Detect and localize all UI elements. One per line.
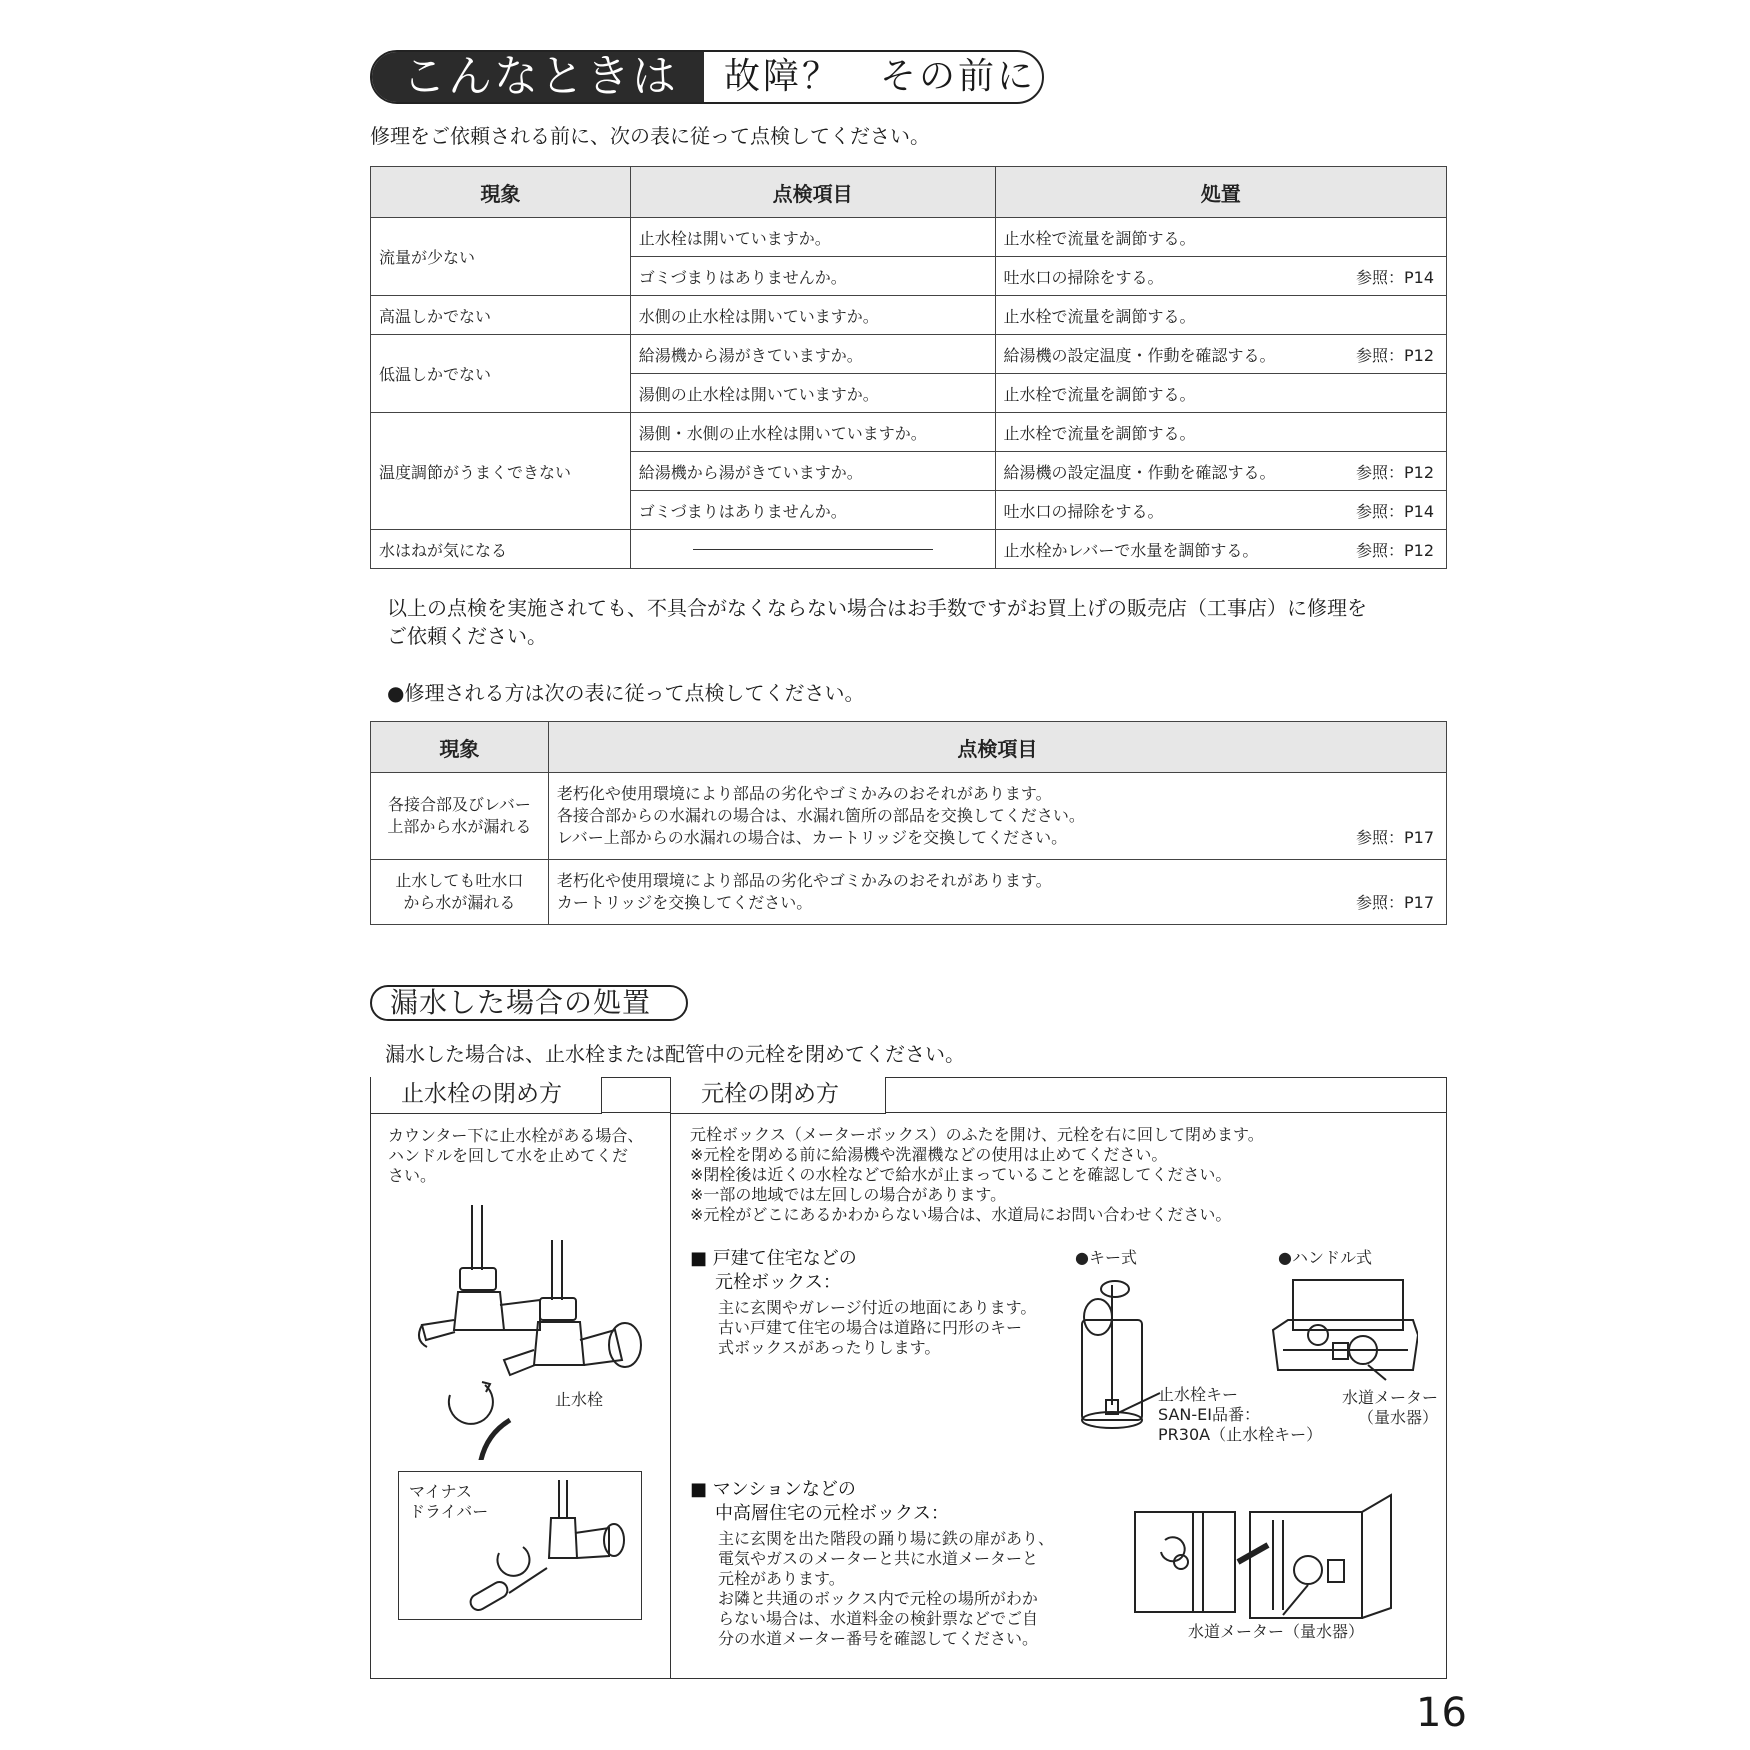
action-cell (995, 413, 1446, 452)
action-cell (995, 335, 1446, 374)
mansion-heading-line: ■ マンションなどの (690, 1479, 856, 1500)
box-divider (670, 1077, 671, 1679)
handle-box-illustration (1268, 1275, 1418, 1385)
action-text: 止水栓かレバーで水量を調節する。 (1003, 540, 1259, 560)
symptom-cell: 温度調節がうまくできない (371, 413, 631, 530)
table-row (371, 860, 1447, 925)
check-cell: 水側の止水栓は開いていますか。 (630, 296, 995, 335)
key-type-label: ●キー式 (1075, 1248, 1137, 1267)
meter-label (1318, 1388, 1438, 1428)
mansion-text-line: お隣と共通のボックス内で元栓の場所がわか (718, 1589, 1038, 1608)
symptom-cell: 流量が少ない (371, 218, 631, 296)
check-line-text: カートリッジを交換してください。 (556, 893, 813, 912)
main-valve-instructions (690, 1125, 1264, 1225)
table-row (371, 296, 1447, 335)
stop-valve-illustration (400, 1200, 660, 1460)
banner-title: こんなときは (372, 52, 704, 102)
mansion-heading-line: 中高層住宅の元栓ボックス： (715, 1503, 949, 1524)
table-row (371, 335, 1447, 374)
table-row (371, 413, 1447, 452)
page-reference: 参照：P12 (1355, 462, 1434, 482)
mansion-meter-box-illustration (1133, 1490, 1395, 1620)
instruction-line: ※元栓を閉める前に給湯機や洗濯機などの使用は止めてください。 (690, 1145, 1168, 1164)
mansion-text-line: 分の水道メーター番号を確認してください。 (718, 1629, 1039, 1648)
action-cell (995, 491, 1446, 530)
action-cell (995, 374, 1446, 413)
header-symptom: 現象 (371, 167, 631, 218)
header-action: 処置 (995, 167, 1446, 218)
symptom-cell (371, 773, 549, 860)
repair-note-line: 以上の点検を実施されても、不具合がなくならない場合はお手数ですがお買上げの販売店（工事店）に修理を (387, 596, 1367, 620)
page-reference: 参照：P12 (1355, 345, 1434, 365)
symptom-cell: 水はねが気になる (371, 530, 631, 569)
mansion-text (718, 1529, 1054, 1649)
tab-underline (602, 1112, 670, 1113)
instruction-line: ※一部の地域では左回しの場合があります。 (690, 1185, 1007, 1204)
table-row (371, 773, 1447, 860)
repair-note-line: ご依頼ください。 (387, 624, 547, 648)
check-cell: 湯側の止水栓は開いていますか。 (630, 374, 995, 413)
screwdriver-label-line: マイナス (409, 1482, 473, 1501)
mansion-text-line: 電気やガスのメーターと共に水道メーターと (718, 1549, 1039, 1568)
tab-main-valve: 元栓の閉め方 (670, 1077, 886, 1114)
symptom-line: 各接合部及びレバー (387, 795, 531, 814)
mansion-heading (690, 1478, 949, 1526)
table-header-row (371, 167, 1447, 218)
valve-label: 止水栓 (555, 1392, 604, 1409)
tab-underline (886, 1112, 1447, 1113)
stop-valve-instructions (388, 1126, 643, 1186)
page-reference: 参照：P12 (1355, 540, 1434, 560)
check-cell: 給湯機から湯がきていますか。 (630, 335, 995, 374)
mansion-text-line: 元栓があります。 (718, 1569, 845, 1588)
key-label (1158, 1385, 1322, 1445)
table-row (371, 218, 1447, 257)
action-text: 止水栓で流量を調節する。 (1003, 306, 1196, 326)
symptom-cell: 低温しかでない (371, 335, 631, 413)
house-text-line: 古い戸建て住宅の場合は道路に円形のキー (718, 1318, 1023, 1337)
leak-section-title: 漏水した場合の処置 (370, 985, 688, 1021)
repairer-table (370, 721, 1447, 925)
check-line: 老朽化や使用環境により部品の劣化やゴミかみのおそれがあります。 (556, 784, 1052, 803)
check-cell: 止水栓は開いていますか。 (630, 218, 995, 257)
action-text: 給湯機の設定温度・作動を確認する。 (1003, 462, 1276, 482)
mansion-meter-label: 水道メーター（量水器） (1188, 1622, 1365, 1641)
symptom-cell (371, 860, 549, 925)
symptom-cell: 高温しかでない (371, 296, 631, 335)
instruction-line: カウンター下に止水栓がある場合、 (388, 1126, 644, 1145)
meter-label-line: 水道メーター (1342, 1388, 1439, 1407)
action-text: 止水栓で流量を調節する。 (1003, 228, 1196, 248)
mansion-text-line: らない場合は、水道料金の検針票などでご自 (718, 1609, 1039, 1628)
troubleshoot-table (370, 166, 1447, 569)
action-text: 給湯機の設定温度・作動を確認する。 (1003, 345, 1276, 365)
key-label-line: PR30A（止水栓キー） (1158, 1425, 1323, 1444)
table-header-row (371, 722, 1447, 773)
action-text: 止水栓で流量を調節する。 (1003, 423, 1196, 443)
house-heading-line: 元栓ボックス： (715, 1272, 841, 1293)
check-line (557, 827, 1438, 849)
handle-type-label: ●ハンドル式 (1278, 1248, 1372, 1267)
repair-note (387, 594, 1367, 650)
action-cell (995, 296, 1446, 335)
check-line: 各接合部からの水漏れの場合は、水漏れ箇所の部品を交換してください。 (556, 806, 1085, 825)
house-heading (690, 1247, 857, 1295)
repairer-intro: ●修理される方は次の表に従って点検してください。 (387, 681, 865, 705)
instruction-line: さい。 (388, 1166, 437, 1185)
symptom-line: から水が漏れる (403, 893, 516, 912)
header-check: 点検項目 (548, 722, 1446, 773)
check-cell (548, 860, 1446, 925)
check-cell: ゴミづまりはありませんか。 (630, 257, 995, 296)
page-reference: 参照：P17 (1355, 893, 1434, 912)
instruction-line: ※元栓がどこにあるかわからない場合は、水道局にお問い合わせください。 (690, 1205, 1232, 1224)
instruction-line: 元栓ボックス（メーターボックス）のふたを開け、元栓を右に回して閉めます。 (690, 1125, 1264, 1144)
page-banner (370, 50, 1044, 104)
check-cell: ゴミづまりはありませんか。 (630, 491, 995, 530)
action-cell (995, 452, 1446, 491)
action-cell (995, 530, 1446, 569)
action-cell (995, 218, 1446, 257)
check-line: 老朽化や使用環境により部品の劣化やゴミかみのおそれがあります。 (556, 871, 1052, 890)
banner-subtitle: 故障？ その前に (724, 56, 1037, 97)
key-label-line: 止水栓キー (1158, 1385, 1239, 1404)
check-cell (548, 773, 1446, 860)
house-text (718, 1298, 1036, 1358)
action-cell (995, 257, 1446, 296)
meter-label-line: （量水器） (1358, 1408, 1439, 1427)
screwdriver-inset (398, 1471, 642, 1620)
header-check: 点検項目 (630, 167, 995, 218)
check-line-text: レバー上部からの水漏れの場合は、カートリッジを交換してください。 (556, 828, 1068, 847)
instruction-line: ※閉栓後は近くの水栓などで給水が止まっていることを確認してください。 (690, 1165, 1232, 1184)
mansion-text-line: 主に玄関を出た階段の踊り場に鉄の扉があり、 (718, 1529, 1055, 1548)
page-reference: 参照：P14 (1355, 267, 1434, 287)
symptom-line: 上部から水が漏れる (387, 817, 532, 836)
tab-stop-valve: 止水栓の閉め方 (370, 1077, 602, 1114)
page-reference: 参照：P17 (1355, 828, 1434, 847)
header-symptom: 現象 (371, 722, 549, 773)
check-cell-empty (630, 530, 995, 569)
page-number: 16 (1416, 1690, 1467, 1736)
leak-intro: 漏水した場合は、止水栓または配管中の元栓を閉めてください。 (385, 1042, 965, 1066)
action-text: 止水栓で流量を調節する。 (1003, 384, 1196, 404)
action-text: 吐水口の掃除をする。 (1003, 267, 1164, 287)
key-label-line: SAN-EI品番： (1158, 1405, 1260, 1424)
screwdriver-label-line: ドライバー (409, 1502, 489, 1521)
symptom-line: 止水しても吐水口 (395, 871, 524, 890)
house-heading-line: ■ 戸建て住宅などの (690, 1248, 857, 1269)
check-line (557, 892, 1438, 914)
dash-line (693, 549, 933, 550)
action-text: 吐水口の掃除をする。 (1003, 501, 1164, 521)
check-cell: 給湯機から湯がきていますか。 (630, 452, 995, 491)
screwdriver-icon (459, 1478, 639, 1618)
house-text-line: 式ボックスがあったりします。 (718, 1338, 941, 1357)
intro-text: 修理をご依頼される前に、次の表に従って点検してください。 (370, 124, 930, 148)
house-text-line: 主に玄関やガレージ付近の地面にあります。 (718, 1298, 1037, 1317)
table-row (371, 530, 1447, 569)
page-reference: 参照：P14 (1355, 501, 1434, 521)
check-cell: 湯側・水側の止水栓は開いていますか。 (630, 413, 995, 452)
instruction-line: ハンドルを回して水を止めてくだ (388, 1146, 629, 1165)
